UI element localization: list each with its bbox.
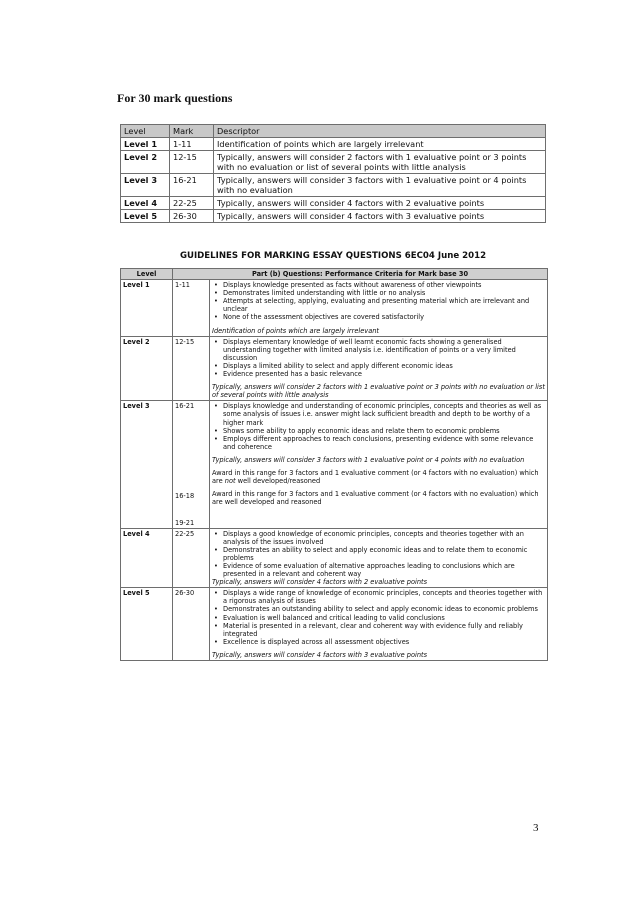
descriptor-cell: Identification of points which are largely irrelevant <box>214 138 546 151</box>
list-item: • Excellence is displayed across all assessment objectives <box>212 638 545 646</box>
criteria-cell <box>210 336 548 401</box>
award-emphasis: not <box>224 477 236 486</box>
list-item: • Evaluation is well balanced and critical leading to valid conclusions <box>212 614 545 622</box>
list-item: • Demonstrates an outstanding ability to select and apply economic ideas to economic problems <box>212 605 545 613</box>
table-row <box>121 151 546 174</box>
level-cell: Level 3 <box>121 174 170 197</box>
level-cell: Level 5 <box>121 210 170 223</box>
criteria-cell <box>210 588 548 661</box>
criteria-cell <box>210 280 548 337</box>
list-item: • None of the assessment objectives are covered satisfactorily <box>212 313 545 321</box>
typical-answer-note: Typically, answers will consider 2 factors with 1 evaluative point or 3 points with no evaluation or list of several points with little analysis <box>212 383 545 400</box>
list-item: • Employs different approaches to reach conclusions, presenting evidence with some relevance and coherence <box>212 435 545 451</box>
header-criteria: Part (b) Questions: Performance Criteria for Mark base 30 <box>173 269 548 280</box>
performance-criteria-table <box>120 268 548 661</box>
criteria-cell <box>210 528 548 588</box>
header-descriptor: Descriptor <box>214 125 546 138</box>
table-row <box>121 197 546 210</box>
level-cell: Level 5 <box>121 588 173 661</box>
award-text: Award in this range for 3 factors and 1 evaluative comment (or 4 factors with no evaluation) which are <box>212 468 539 486</box>
criteria-list <box>212 281 545 321</box>
list-item: • Displays a limited ability to select and apply different economic ideas <box>212 362 545 370</box>
mark-cell: 12-15 <box>170 151 214 174</box>
table-row <box>121 138 546 151</box>
list-item: • Demonstrates an ability to select and apply economic ideas and to relate them to economic problems <box>212 546 545 562</box>
list-item: • Material is presented in a relevant, clear and coherent way with evidence fully and reliably integrated <box>212 622 545 638</box>
level-cell: Level 2 <box>121 336 173 401</box>
criteria-list <box>212 338 545 378</box>
criteria-list <box>212 530 545 579</box>
list-item: • Demonstrates limited understanding with little or no analysis <box>212 289 545 297</box>
page-number: 3 <box>533 822 539 834</box>
award-note: Award in this range for 3 factors and 1 evaluative comment (or 4 factors with no evaluation) which are well developed and reasoned <box>212 490 539 507</box>
descriptor-cell: Typically, answers will consider 4 factors with 3 evaluative points <box>214 210 546 223</box>
list-item: • Attempts at selecting, applying, evaluating and presenting material which are irrelevant and unclear <box>212 297 545 313</box>
mark-cell: 22-25 <box>173 528 210 588</box>
criteria-list <box>212 589 545 646</box>
award-text: well developed/reasoned <box>235 477 321 486</box>
typical-answer-note: Typically, answers will consider 3 factors with 1 evaluative point or 4 points with no evaluation <box>212 455 525 464</box>
mark-cell: 22-25 <box>170 197 214 210</box>
header-level: Level <box>121 125 170 138</box>
header-level: Level <box>121 269 173 280</box>
typical-answer-note: Typically, answers will consider 4 factors with 2 evaluative points <box>212 578 428 587</box>
list-item: • Displays a good knowledge of economic principles, concepts and theories together with an analysis of the issues involved <box>212 530 545 546</box>
list-item: • Evidence presented has a basic relevance <box>212 370 545 378</box>
mark-scheme-summary-table <box>120 124 546 223</box>
sub-mark-range: 19-21 <box>175 518 195 527</box>
table-header-row <box>121 125 546 138</box>
guidelines-title: GUIDELINES FOR MARKING ESSAY QUESTIONS 6EC04 June 2012 <box>179 251 487 261</box>
header-mark: Mark <box>170 125 214 138</box>
list-item: • Displays a wide range of knowledge of economic principles, concepts and theories together with a rigorous analysis of issues <box>212 589 545 605</box>
table-row <box>121 401 548 528</box>
table-row <box>121 280 548 337</box>
level-cell: Level 3 <box>121 401 173 528</box>
level-cell: Level 2 <box>121 151 170 174</box>
level-cell: Level 4 <box>121 197 170 210</box>
mark-cell: 26-30 <box>170 210 214 223</box>
mark-cell: 12-15 <box>173 336 210 401</box>
descriptor-cell: Typically, answers will consider 4 factors with 2 evaluative points <box>214 197 546 210</box>
list-item: • Displays knowledge and understanding of economic principles, concepts and theories as well as some analysis of issues i.e. answer might lack sufficient breadth and depth to be worthy of a higher mark <box>212 402 545 426</box>
mark-cell: 1-11 <box>170 138 214 151</box>
mark-cell <box>173 401 210 528</box>
list-item: • Displays elementary knowledge of well learnt economic facts showing a generalised understanding together with limited analysis i.e. identification of points or a very limited discussion <box>212 338 545 362</box>
sub-mark-range: 16-18 <box>175 492 195 501</box>
mark-cell: 16-21 <box>170 174 214 197</box>
list-item: • Shows some ability to apply economic ideas and relate them to economic problems <box>212 427 545 435</box>
table-row <box>121 588 548 661</box>
list-item: • Displays knowledge presented as facts without awareness of other viewpoints <box>212 281 545 289</box>
table-header-row <box>121 269 548 280</box>
descriptor-cell: Typically, answers will consider 3 factors with 1 evaluative point or 4 points with no evaluation <box>214 174 546 197</box>
list-item: • Evidence of some evaluation of alternative approaches leading to conclusions which are presented in a relevant and coherent way <box>212 562 545 578</box>
mark-range: 16-21 <box>175 402 195 411</box>
table-row <box>121 210 546 223</box>
table-row <box>121 336 548 401</box>
mark-cell: 26-30 <box>173 588 210 661</box>
table-row <box>121 528 548 588</box>
criteria-cell <box>210 401 548 528</box>
level-cell: Level 1 <box>121 138 170 151</box>
criteria-list <box>212 402 545 451</box>
typical-answer-note: Identification of points which are largely irrelevant <box>212 326 380 335</box>
level-cell: Level 4 <box>121 528 173 588</box>
section-heading: For 30 mark questions <box>117 91 233 105</box>
level-cell: Level 1 <box>121 280 173 337</box>
award-note <box>212 469 545 485</box>
mark-cell: 1-11 <box>173 280 210 337</box>
descriptor-cell: Typically, answers will consider 2 factors with 1 evaluative point or 3 points with no evaluation or list of several points with little analysis <box>214 151 546 174</box>
table-row <box>121 174 546 197</box>
typical-answer-note: Typically, answers will consider 4 factors with 3 evaluative points <box>212 650 428 659</box>
